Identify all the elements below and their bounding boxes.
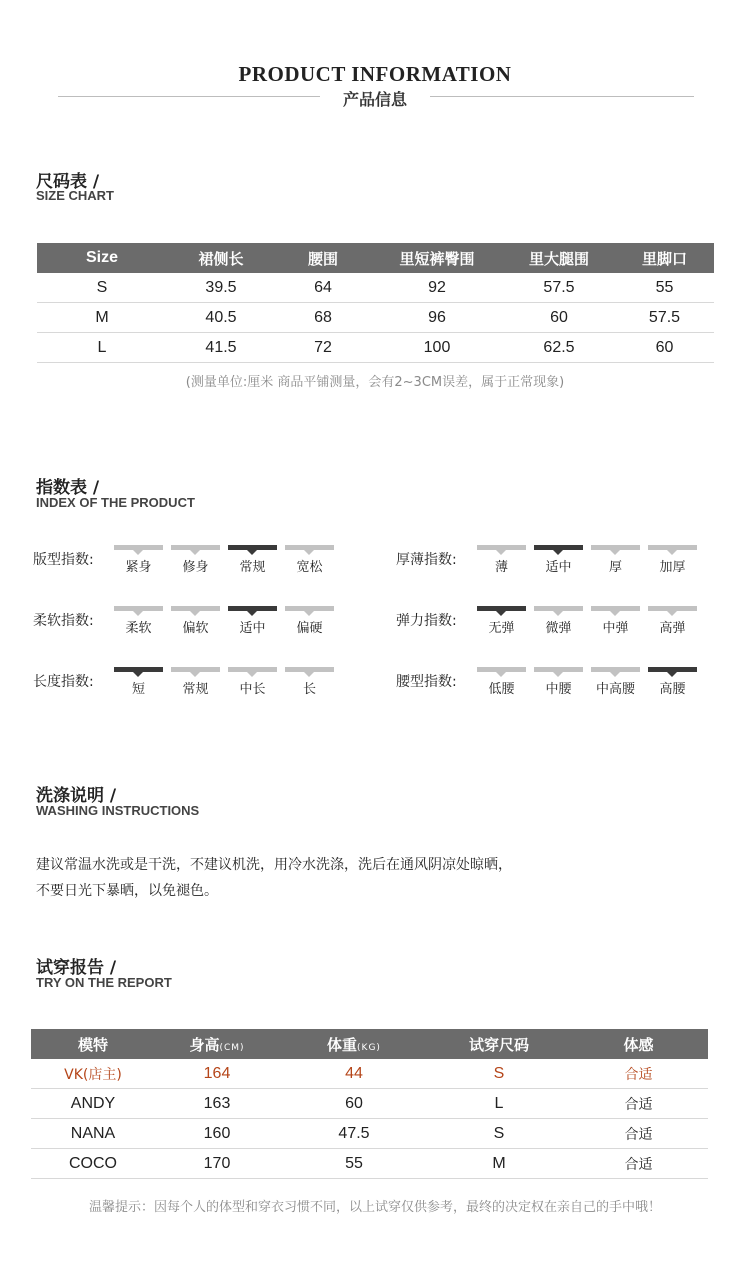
height-unit: (CM)	[219, 1042, 245, 1053]
index-option-label: 常规	[182, 682, 209, 697]
index-option-label: 宽松	[296, 560, 323, 575]
index-option-label: 中弹	[602, 621, 629, 636]
index-option	[114, 667, 163, 697]
fit-cell: 合适	[569, 1059, 708, 1089]
value-cell: 68	[275, 303, 371, 333]
weight-cell: 55	[279, 1149, 429, 1179]
index-option-label: 薄	[494, 560, 508, 575]
index-option-label: 紧身	[125, 560, 152, 575]
index-marker-selected	[477, 606, 526, 611]
index-option	[534, 667, 583, 697]
column-header	[279, 1029, 429, 1059]
index-option-label: 修身	[182, 560, 209, 575]
column-header	[155, 1029, 279, 1059]
size-chart-note: (测量单位:厘米 商品平铺测量，会有2~3CM误差，属于正常现象)	[185, 375, 565, 390]
index-option-label: 高弹	[659, 621, 686, 636]
index-option-label: 高腰	[659, 682, 686, 697]
height-cell: 164	[155, 1059, 279, 1089]
index-option	[648, 606, 697, 636]
index-option	[228, 606, 277, 636]
column-header: 体感	[569, 1029, 708, 1059]
index-option	[534, 606, 583, 636]
index-option-label: 加厚	[659, 560, 686, 575]
index-option	[285, 545, 334, 575]
index-title: 指数表 /	[36, 478, 100, 498]
index-marker-selected	[114, 667, 163, 672]
index-option-label: 柔软	[125, 621, 152, 636]
tryon-header-row	[31, 1029, 708, 1059]
weight-cell: 44	[279, 1059, 429, 1089]
tryon-note: 温馨提示：因每个人的体型和穿衣习惯不同，以上试穿仅供参考，最终的决定权在亲自己的手中哦！	[88, 1200, 661, 1215]
index-option	[285, 667, 334, 697]
table-row	[37, 303, 714, 333]
index-option-label: 中腰	[545, 682, 572, 697]
value-cell: 92	[371, 273, 503, 303]
table-row-highlight	[31, 1059, 708, 1089]
height-cell: 160	[155, 1119, 279, 1149]
index-option	[114, 545, 163, 575]
index-marker	[591, 667, 640, 672]
index-marker	[534, 606, 583, 611]
column-header: 裙侧长	[167, 243, 275, 273]
index-option	[534, 545, 583, 575]
value-cell: 60	[503, 303, 615, 333]
page-subtitle: 产品信息	[342, 90, 407, 109]
index-option-label: 偏硬	[296, 621, 323, 636]
index-marker	[114, 606, 163, 611]
value-cell: 57.5	[503, 273, 615, 303]
index-marker	[285, 606, 334, 611]
index-marker	[477, 545, 526, 550]
size-cell: S	[429, 1119, 569, 1149]
column-header: 里短裤臀围	[371, 243, 503, 273]
page-title: PRODUCT INFORMATION	[238, 62, 512, 86]
index-option-label: 厚	[608, 560, 622, 575]
fit-cell: 合适	[569, 1089, 708, 1119]
index-option	[228, 545, 277, 575]
index-label: 版型指数:	[33, 552, 94, 568]
tryon-title: 试穿报告 /	[36, 958, 117, 978]
index-option	[477, 545, 526, 575]
size-cell: S	[429, 1059, 569, 1089]
table-row	[37, 273, 714, 303]
height-header: 身高	[189, 1035, 220, 1054]
index-marker	[648, 545, 697, 550]
index-subtitle: INDEX OF THE PRODUCT	[36, 495, 195, 510]
size-cell: S	[37, 273, 167, 303]
index-label: 腰型指数:	[396, 674, 457, 690]
washing-text-line-2: 不要日光下暴晒，以免褪色。	[36, 883, 218, 899]
column-header: 试穿尺码	[429, 1029, 569, 1059]
index-option	[591, 667, 640, 697]
weight-unit: (KG)	[357, 1042, 381, 1053]
index-label: 厚薄指数:	[396, 552, 457, 568]
index-option-label: 长	[302, 682, 316, 697]
index-option	[228, 667, 277, 697]
washing-subtitle: WASHING INSTRUCTIONS	[36, 803, 200, 818]
table-row	[31, 1119, 708, 1149]
size-chart-subtitle: SIZE CHART	[36, 188, 114, 203]
model-cell: VK(店主)	[31, 1059, 155, 1089]
index-option-label: 适中	[239, 621, 266, 636]
column-header: 里脚口	[615, 243, 714, 273]
index-option-label: 中长	[239, 682, 266, 697]
index-option	[591, 606, 640, 636]
fit-cell: 合适	[569, 1149, 708, 1179]
table-row	[37, 333, 714, 363]
model-cell: COCO	[31, 1149, 155, 1179]
value-cell: 40.5	[167, 303, 275, 333]
index-option	[477, 667, 526, 697]
index-marker	[114, 545, 163, 550]
index-marker	[171, 545, 220, 550]
index-option	[591, 545, 640, 575]
index-label: 弹力指数:	[396, 613, 457, 629]
table-row	[31, 1089, 708, 1119]
index-marker	[591, 606, 640, 611]
value-cell: 57.5	[615, 303, 714, 333]
index-option	[171, 606, 220, 636]
index-marker	[285, 545, 334, 550]
model-cell: ANDY	[31, 1089, 155, 1119]
value-cell: 39.5	[167, 273, 275, 303]
index-option-label: 常规	[239, 560, 266, 575]
index-option-label: 微弹	[545, 621, 572, 636]
washing-title: 洗涤说明 /	[36, 786, 117, 806]
index-option	[477, 606, 526, 636]
index-label: 柔软指数:	[33, 613, 94, 629]
height-cell: 170	[155, 1149, 279, 1179]
index-marker	[171, 667, 220, 672]
index-marker	[228, 667, 277, 672]
size-cell: M	[37, 303, 167, 333]
index-marker-selected	[228, 545, 277, 550]
value-cell: 100	[371, 333, 503, 363]
index-option	[285, 606, 334, 636]
index-marker	[591, 545, 640, 550]
tryon-subtitle: TRY ON THE REPORT	[36, 975, 172, 990]
model-cell: NANA	[31, 1119, 155, 1149]
size-chart-header-row	[37, 243, 714, 273]
index-option-label: 适中	[545, 560, 572, 575]
size-cell: M	[429, 1149, 569, 1179]
index-marker	[477, 667, 526, 672]
column-header: 模特	[31, 1029, 155, 1059]
index-option	[171, 667, 220, 697]
index-marker	[285, 667, 334, 672]
index-marker-selected	[648, 667, 697, 672]
index-option-label: 中高腰	[595, 682, 635, 697]
index-option	[648, 545, 697, 575]
index-option-label: 偏软	[182, 621, 209, 636]
size-cell: L	[37, 333, 167, 363]
tryon-table	[31, 1029, 708, 1179]
height-cell: 163	[155, 1089, 279, 1119]
index-marker	[171, 606, 220, 611]
index-option	[648, 667, 697, 697]
column-header: 腰围	[275, 243, 371, 273]
fit-cell: 合适	[569, 1119, 708, 1149]
size-cell: L	[429, 1089, 569, 1119]
weight-cell: 47.5	[279, 1119, 429, 1149]
table-row	[31, 1149, 708, 1179]
index-marker-selected	[228, 606, 277, 611]
index-option	[171, 545, 220, 575]
value-cell: 72	[275, 333, 371, 363]
size-chart-title: 尺码表 /	[36, 172, 100, 192]
size-chart-table	[37, 243, 714, 363]
value-cell: 55	[615, 273, 714, 303]
value-cell: 41.5	[167, 333, 275, 363]
index-marker	[534, 667, 583, 672]
weight-cell: 60	[279, 1089, 429, 1119]
index-marker	[648, 606, 697, 611]
value-cell: 64	[275, 273, 371, 303]
value-cell: 62.5	[503, 333, 615, 363]
weight-header: 体重	[327, 1035, 358, 1054]
index-option-label: 无弹	[488, 621, 515, 636]
washing-text-line-1: 建议常温水洗或是干洗，不建议机洗，用冷水洗涤，洗后在通风阴凉处晾晒，	[36, 857, 512, 873]
value-cell: 96	[371, 303, 503, 333]
index-label: 长度指数:	[33, 674, 94, 690]
index-marker-selected	[534, 545, 583, 550]
index-option	[114, 606, 163, 636]
column-header: 里大腿围	[503, 243, 615, 273]
value-cell: 60	[615, 333, 714, 363]
index-option-label: 低腰	[488, 682, 515, 697]
index-option-label: 短	[131, 682, 145, 697]
column-header: Size	[37, 243, 167, 273]
